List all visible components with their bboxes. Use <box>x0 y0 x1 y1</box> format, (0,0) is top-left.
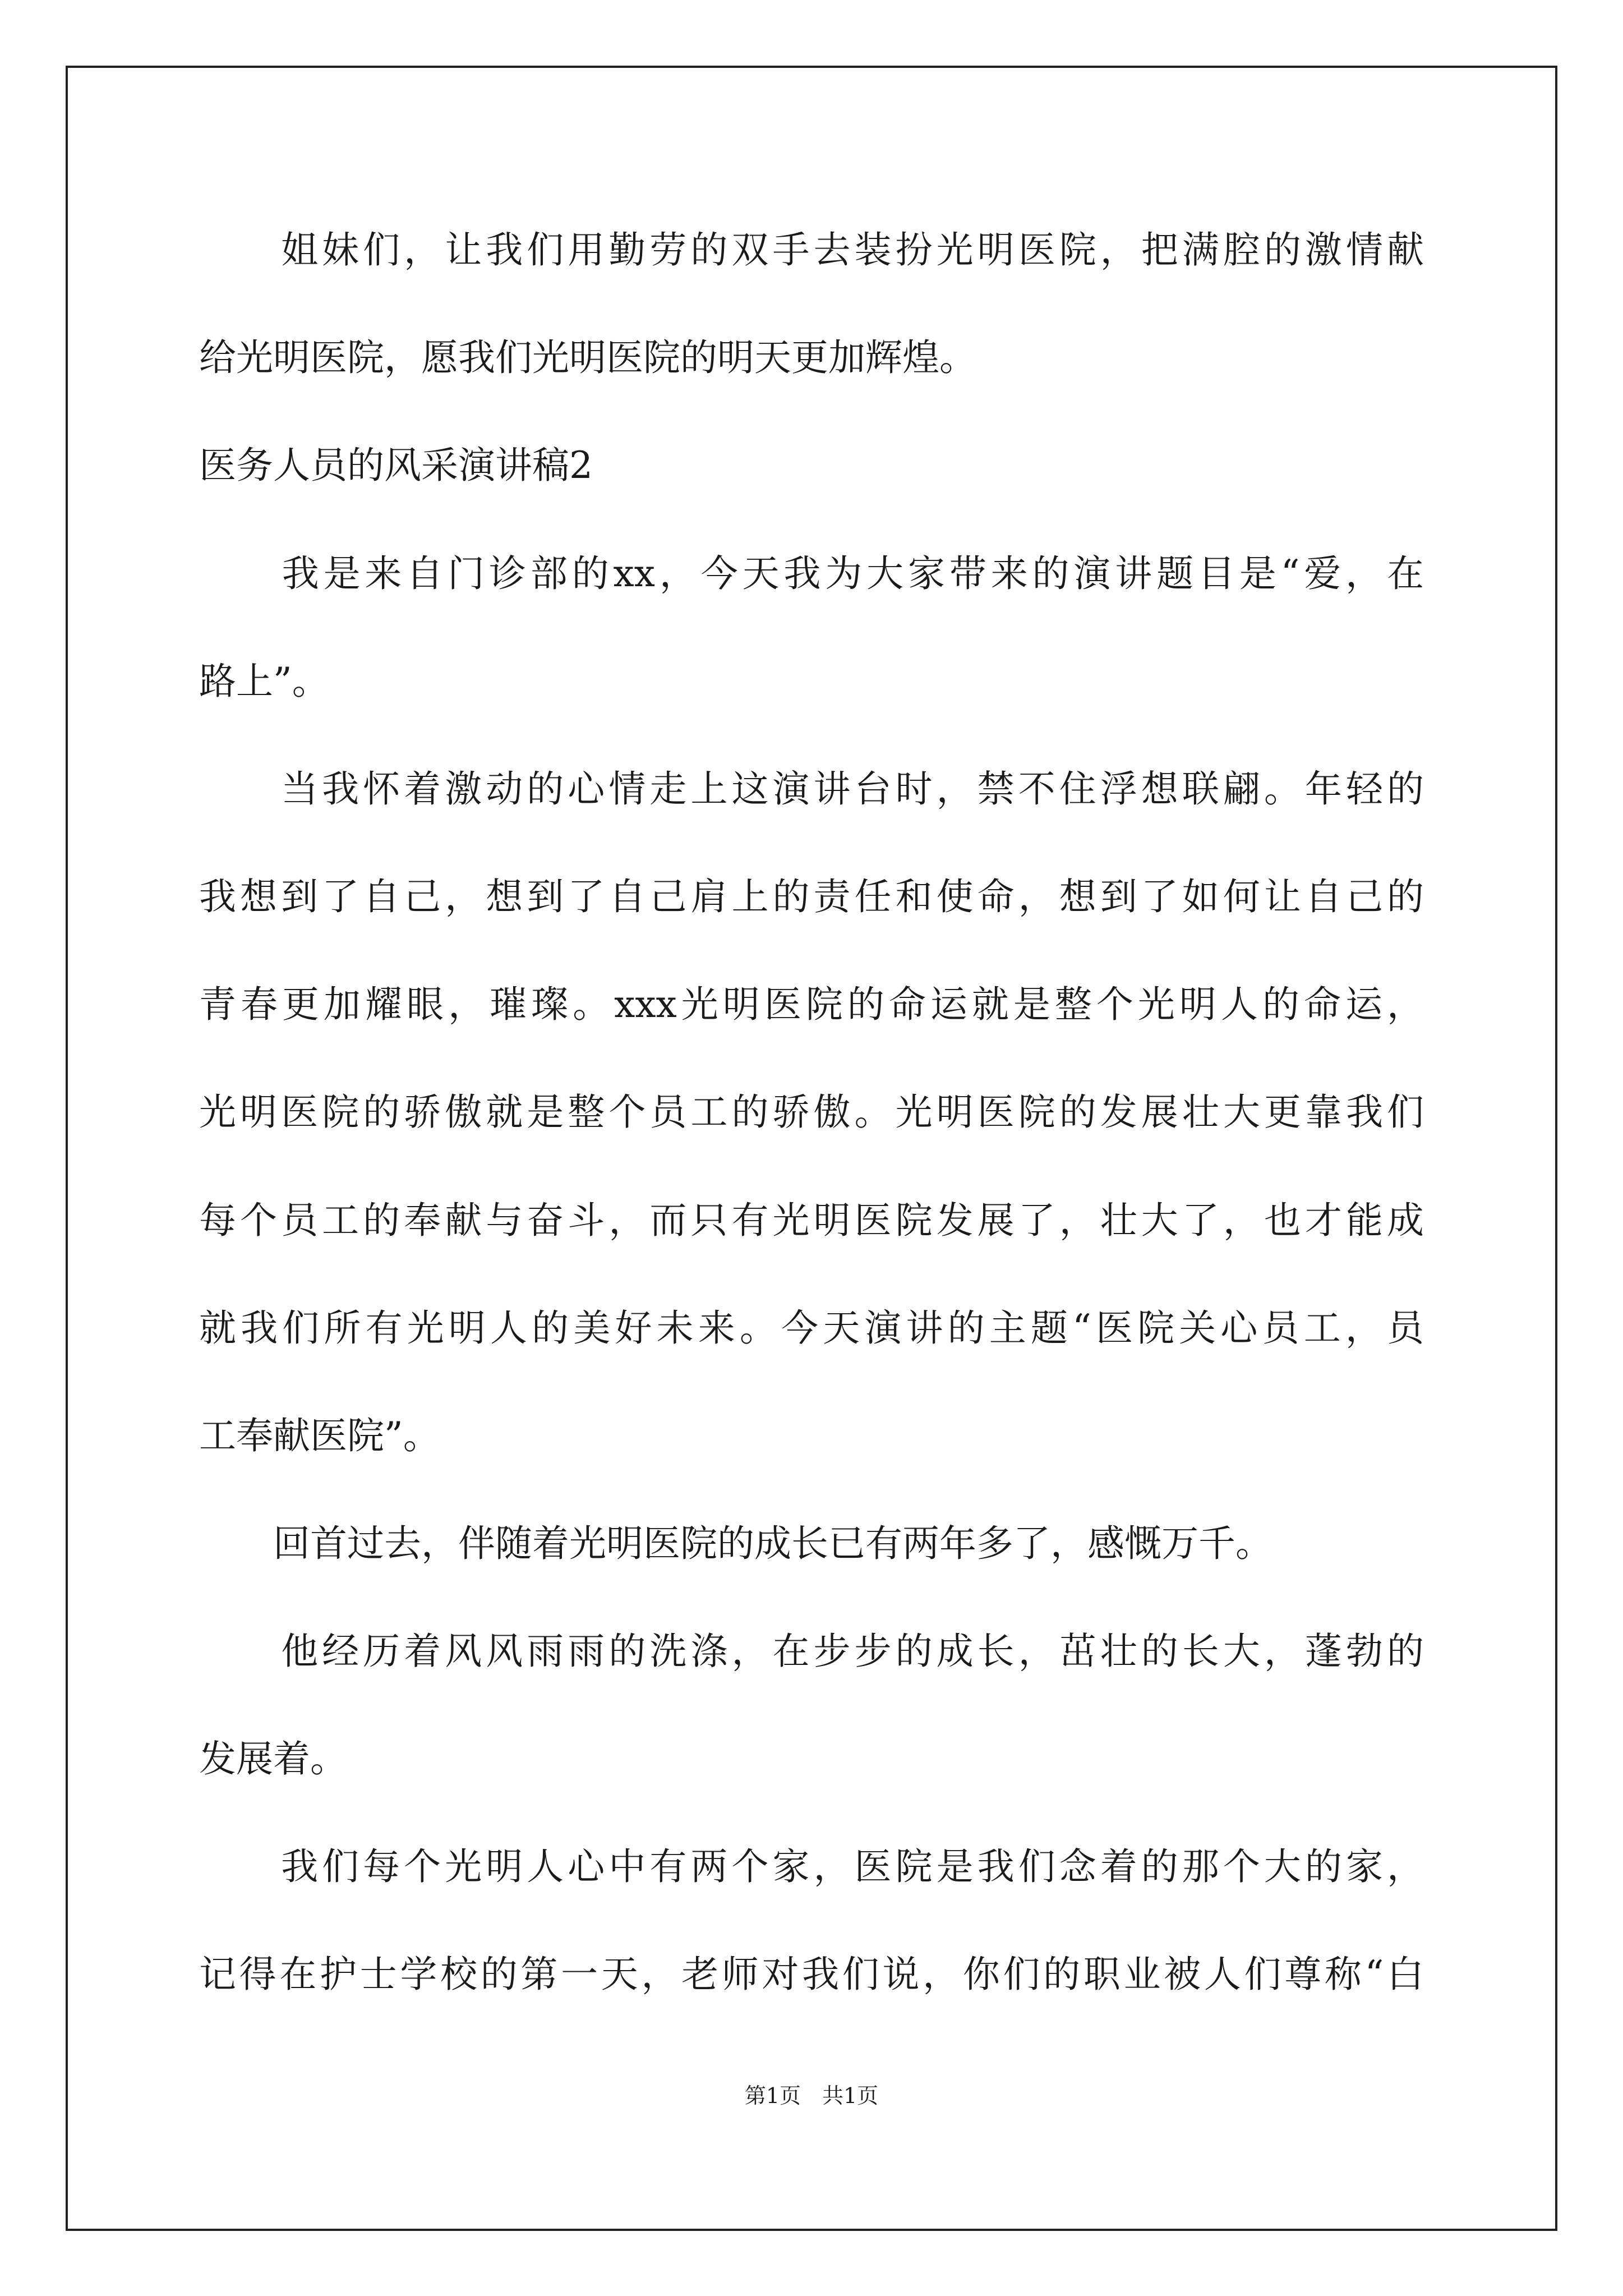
text-line: 回首过去，伴随着光明医院的成长已有两年多了，感慨万千。 <box>199 1522 1272 1565</box>
text-line: 发展着。 <box>199 1737 347 1780</box>
text-line: 光明医院的骄傲就是整个员工的骄傲。光明医院的发展壮大更靠我们 <box>199 1091 1424 1134</box>
text-line: 记得在护士学校的第一天，老师对我们说，你们的职业被人们尊称“白 <box>199 1953 1424 1996</box>
text-line: 就我们所有光明人的美好未来。今天演讲的主题“医院关心员工，员 <box>199 1306 1424 1350</box>
text-line: 当我怀着激动的心情走上这演讲台时，禁不住浮想联翩。年轻的 <box>199 767 1424 811</box>
page-number-footer: 第1页 共1页 <box>744 2083 879 2108</box>
text-line: 工奉献医院”。 <box>199 1414 440 1457</box>
text-line: 青春更加耀眼，璀璨。xxx光明医院的命运就是整个光明人的命运， <box>199 983 1424 1026</box>
text-line: 我想到了自己，想到了自己肩上的责任和使命，想到了如何让自己的 <box>199 875 1424 918</box>
text-line: 给光明医院，愿我们光明医院的明天更加辉煌。 <box>199 336 976 379</box>
text-line: 我们每个光明人心中有两个家，医院是我们念着的那个大的家， <box>199 1845 1424 1888</box>
text-line: 姐妹们，让我们用勤劳的双手去装扮光明医院，把满腔的激情献 <box>199 228 1424 272</box>
text-line: 路上”。 <box>199 660 329 703</box>
text-line: 他经历着风风雨雨的洗涤，在步步的成长，茁壮的长大，蓬勃的 <box>199 1630 1424 1673</box>
text-line: 我是来自门诊部的xx，今天我为大家带来的演讲题目是“爱，在 <box>199 552 1424 595</box>
text-line: 每个员工的奉献与奋斗，而只有光明医院发展了，壮大了，也才能成 <box>199 1199 1424 1242</box>
section-heading: 医务人员的风采演讲稿2 <box>199 444 593 487</box>
